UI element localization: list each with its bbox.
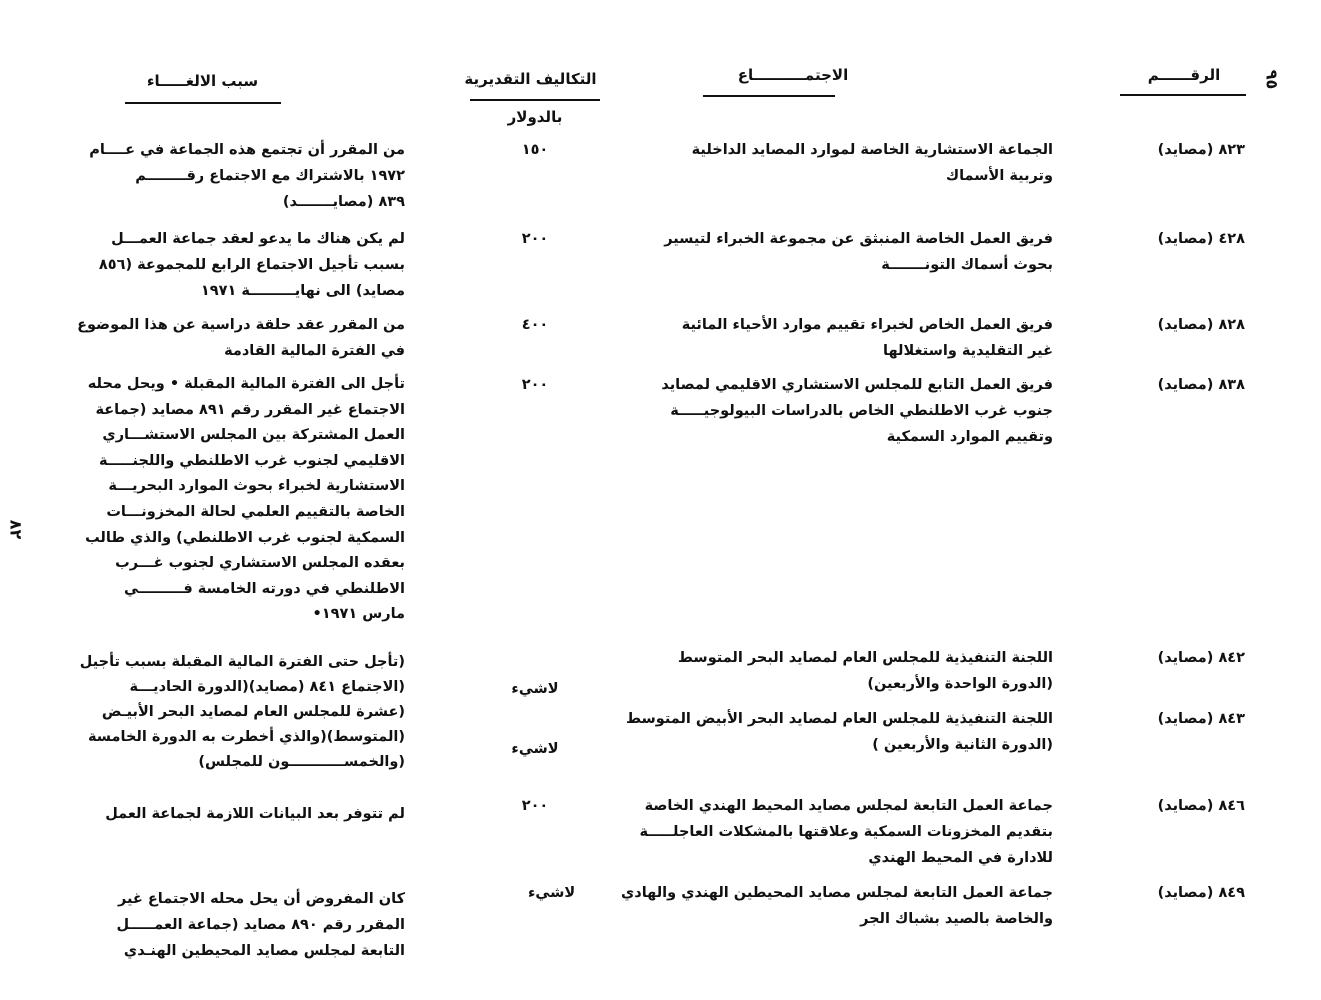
meeting-title (678, 645, 1053, 697)
cancellation-reason-line: بسبب تأجيل الاجتماع الرابع للمجموعة (٨٥٦ (98, 257, 405, 273)
cancellation-reason-line: العمل المشتركة بين المجلس الاستشـــاري (102, 427, 405, 444)
meeting-title-line: جماعة العمل التابعة لمجلس مصايد المحيط الهندي الخاصة (644, 798, 1053, 814)
cancellation-reason-line: مارس ١٩٧١• (312, 606, 405, 623)
header-cost: التكاليف التقديرية (464, 70, 597, 88)
meeting-title-line: للادارة في المحيط الهندي (868, 850, 1053, 866)
cancellation-reason-line: الاستشارية لخبراء بحوث الموارد البحريـــة (108, 478, 405, 495)
cancellation-reason-line: في الفترة المالية القادمة (224, 343, 405, 359)
cancellation-reason (80, 650, 405, 775)
cancellation-reason (89, 137, 405, 215)
estimated-cost: لاشيء (511, 681, 559, 697)
cancellation-reason-line: ٨٣٩ (مصايـــــــد) (282, 194, 405, 210)
page-number-top: ٩٥ (1262, 69, 1282, 90)
cancellation-reason-line: ١٩٧٢ بالاشتراك مع الاجتماع رقــــــــم (135, 168, 405, 184)
meeting-title (661, 372, 1053, 450)
meeting-number: ٨٤٩ (مصايد) (1157, 885, 1245, 901)
meeting-number: ٤٢٨ (مصايد) (1157, 231, 1245, 247)
cancellation-reason-line: (عشرة للمجلس العام لمصايد البحر الأبيـض (101, 704, 405, 720)
header-meeting-underline (703, 95, 835, 97)
cancellation-reason-line: (المتوسط)(والذي أخطرت به الدورة الخامسة (87, 729, 405, 745)
meeting-title-line: فريق العمل الخاصة المنبثق عن مجموعة الخبراء لتيسير (664, 231, 1053, 247)
cancellation-reason-line: السمكية لجنوب غرب الاطلنطي) والذي طالب (85, 529, 405, 546)
estimated-cost: ٢٠٠ (521, 377, 549, 393)
meeting-title-line: غير التقليدية واستغلالها (883, 343, 1053, 359)
meeting-title-line: جنوب غرب الاطلنطي الخاص بالدراسات البيولوجيـــــة (670, 403, 1053, 419)
meeting-title-line: اللجنة التنفيذية للمجلس العام لمصايد البحر المتوسط (677, 650, 1053, 666)
meeting-number: ٨٢٣ (مصايد) (1157, 142, 1245, 158)
header-number-underline (1120, 94, 1246, 96)
page-number-side: ٨٢ (6, 519, 26, 540)
meeting-title-line: فريق العمل الخاص لخبراء تقييم موارد الأحياء المائية (681, 317, 1053, 333)
meeting-title-line: بحوث أسماك التونـــــــة (881, 257, 1053, 273)
cancellation-reason (77, 312, 405, 364)
cancellation-reason-line: لم تتوفر بعد البيانات اللازمة لجماعة العمل (105, 806, 405, 822)
cancellation-reason (85, 372, 405, 628)
meeting-title-line: والخاصة بالصيد بشباك الجر (860, 911, 1053, 927)
cancellation-reason-line: (الاجتماع ٨٤١ (مصايد)(الدورة الحاديـــة (129, 679, 405, 695)
estimated-cost: لاشيء (511, 741, 559, 757)
meeting-number: ٨٤٦ (مصايد) (1157, 798, 1245, 814)
header-number: الرقــــــم (1147, 66, 1221, 84)
cancellation-reason-line: بعقده المجلس الاستشاري لجنوب غـــرب (115, 555, 405, 572)
cancellation-reason-line: المقرر رقم ٨٩٠ مصايد (جماعة العمـــــل (116, 917, 405, 933)
meeting-number: ٨٣٨ (مصايد) (1157, 377, 1245, 393)
estimated-cost: لاشيء (528, 885, 576, 901)
meeting-title (626, 706, 1053, 758)
meeting-title-line: جماعة العمل التابعة لمجلس مصايد المحيطين الهندي والهادي (620, 885, 1053, 901)
cancellation-reason-line: التابعة لمجلس مصايد المحيطين الهنـدي (123, 943, 405, 959)
meeting-number: ٨٤٣ (مصايد) (1157, 711, 1245, 727)
meeting-number: ٨٢٨ (مصايد) (1157, 317, 1245, 333)
meeting-title-line: بتقديم المخزونات السمكية وعلاقتها بالمشكلات العاجلـــــة (639, 824, 1053, 840)
cancellation-reason-line: لم يكن هناك ما يدعو لعقد جماعة العمـــل (111, 231, 405, 247)
meeting-title-line: (الدورة الثانية والأربعين ) (872, 737, 1053, 753)
estimated-cost: ١٥٠ (521, 142, 549, 158)
meeting-title (639, 793, 1053, 871)
meeting-title-line: وتربية الأسماك (945, 168, 1053, 184)
estimated-cost: ٢٠٠ (521, 798, 549, 814)
cancellation-reason-line: الخاصة بالتقييم العلمي لحالة المخزونـــات (106, 503, 405, 520)
header-reason-underline (125, 102, 281, 104)
header-meeting: الاجتمــــــــــاع (737, 66, 849, 84)
meeting-title-line: (الدورة الواحدة والأربعين) (867, 676, 1053, 692)
cancellation-reason (99, 226, 405, 304)
cancellation-reason-line: من المقرر أن تجتمع هذه الجماعة في عــــام (89, 142, 405, 158)
cancellation-reason-line: الاطلنطي في دورته الخامسة فـــــــــي (123, 580, 405, 597)
cancellation-reason-line: (والخمســـــــــــون للمجلس) (198, 754, 405, 770)
cancellation-reason (105, 801, 405, 827)
cancellation-reason-line: مصايد) الى نهايـــــــــة ١٩٧١ (200, 283, 405, 299)
meeting-title (682, 312, 1053, 364)
meeting-title-line: وتقييم الموارد السمكية (886, 429, 1053, 445)
cancellation-reason (117, 886, 405, 964)
header-cost-underline (470, 99, 600, 101)
cancellation-reason-line: (تأجل حتى الفترة المالية المقبلة بسبب تأجيل (79, 654, 405, 670)
cancellation-reason-line: تأجل الى الفترة المالية المقبلة • ويحل محله (87, 376, 405, 392)
meeting-title-line: اللجنة التنفيذية للمجلس العام لمصايد البحر الأبيض المتوسط (625, 711, 1053, 727)
header-cost-unit: بالدولار (507, 108, 563, 126)
meeting-title (664, 226, 1053, 278)
meeting-title (621, 880, 1053, 932)
meeting-title-line: فريق العمل التابع للمجلس الاستشاري الاقليمي لمصايد (661, 377, 1053, 393)
cancellation-reason-line: من المقرر عقد حلقة دراسية عن هذا الموضوع (77, 317, 405, 333)
cancellation-reason-line: الاقليمي لجنوب غرب الاطلنطي واللجنـــــة (98, 452, 405, 469)
meeting-title (692, 137, 1053, 189)
meeting-title-line: الجماعة الاستشارية الخاصة لموارد المصايد الداخلية (691, 142, 1053, 158)
header-reason: سبب الالغـــــاء (146, 72, 259, 90)
cancellation-reason-line: الاجتماع غير المقرر رقم ٨٩١ مصايد (جماعة (95, 401, 405, 418)
cancellation-reason-line: كان المفروض أن يحل محله الاجتماع غير (117, 891, 405, 907)
meeting-number: ٨٤٢ (مصايد) (1157, 650, 1245, 666)
estimated-cost: ٤٠٠ (521, 317, 549, 333)
estimated-cost: ٢٠٠ (521, 231, 549, 247)
